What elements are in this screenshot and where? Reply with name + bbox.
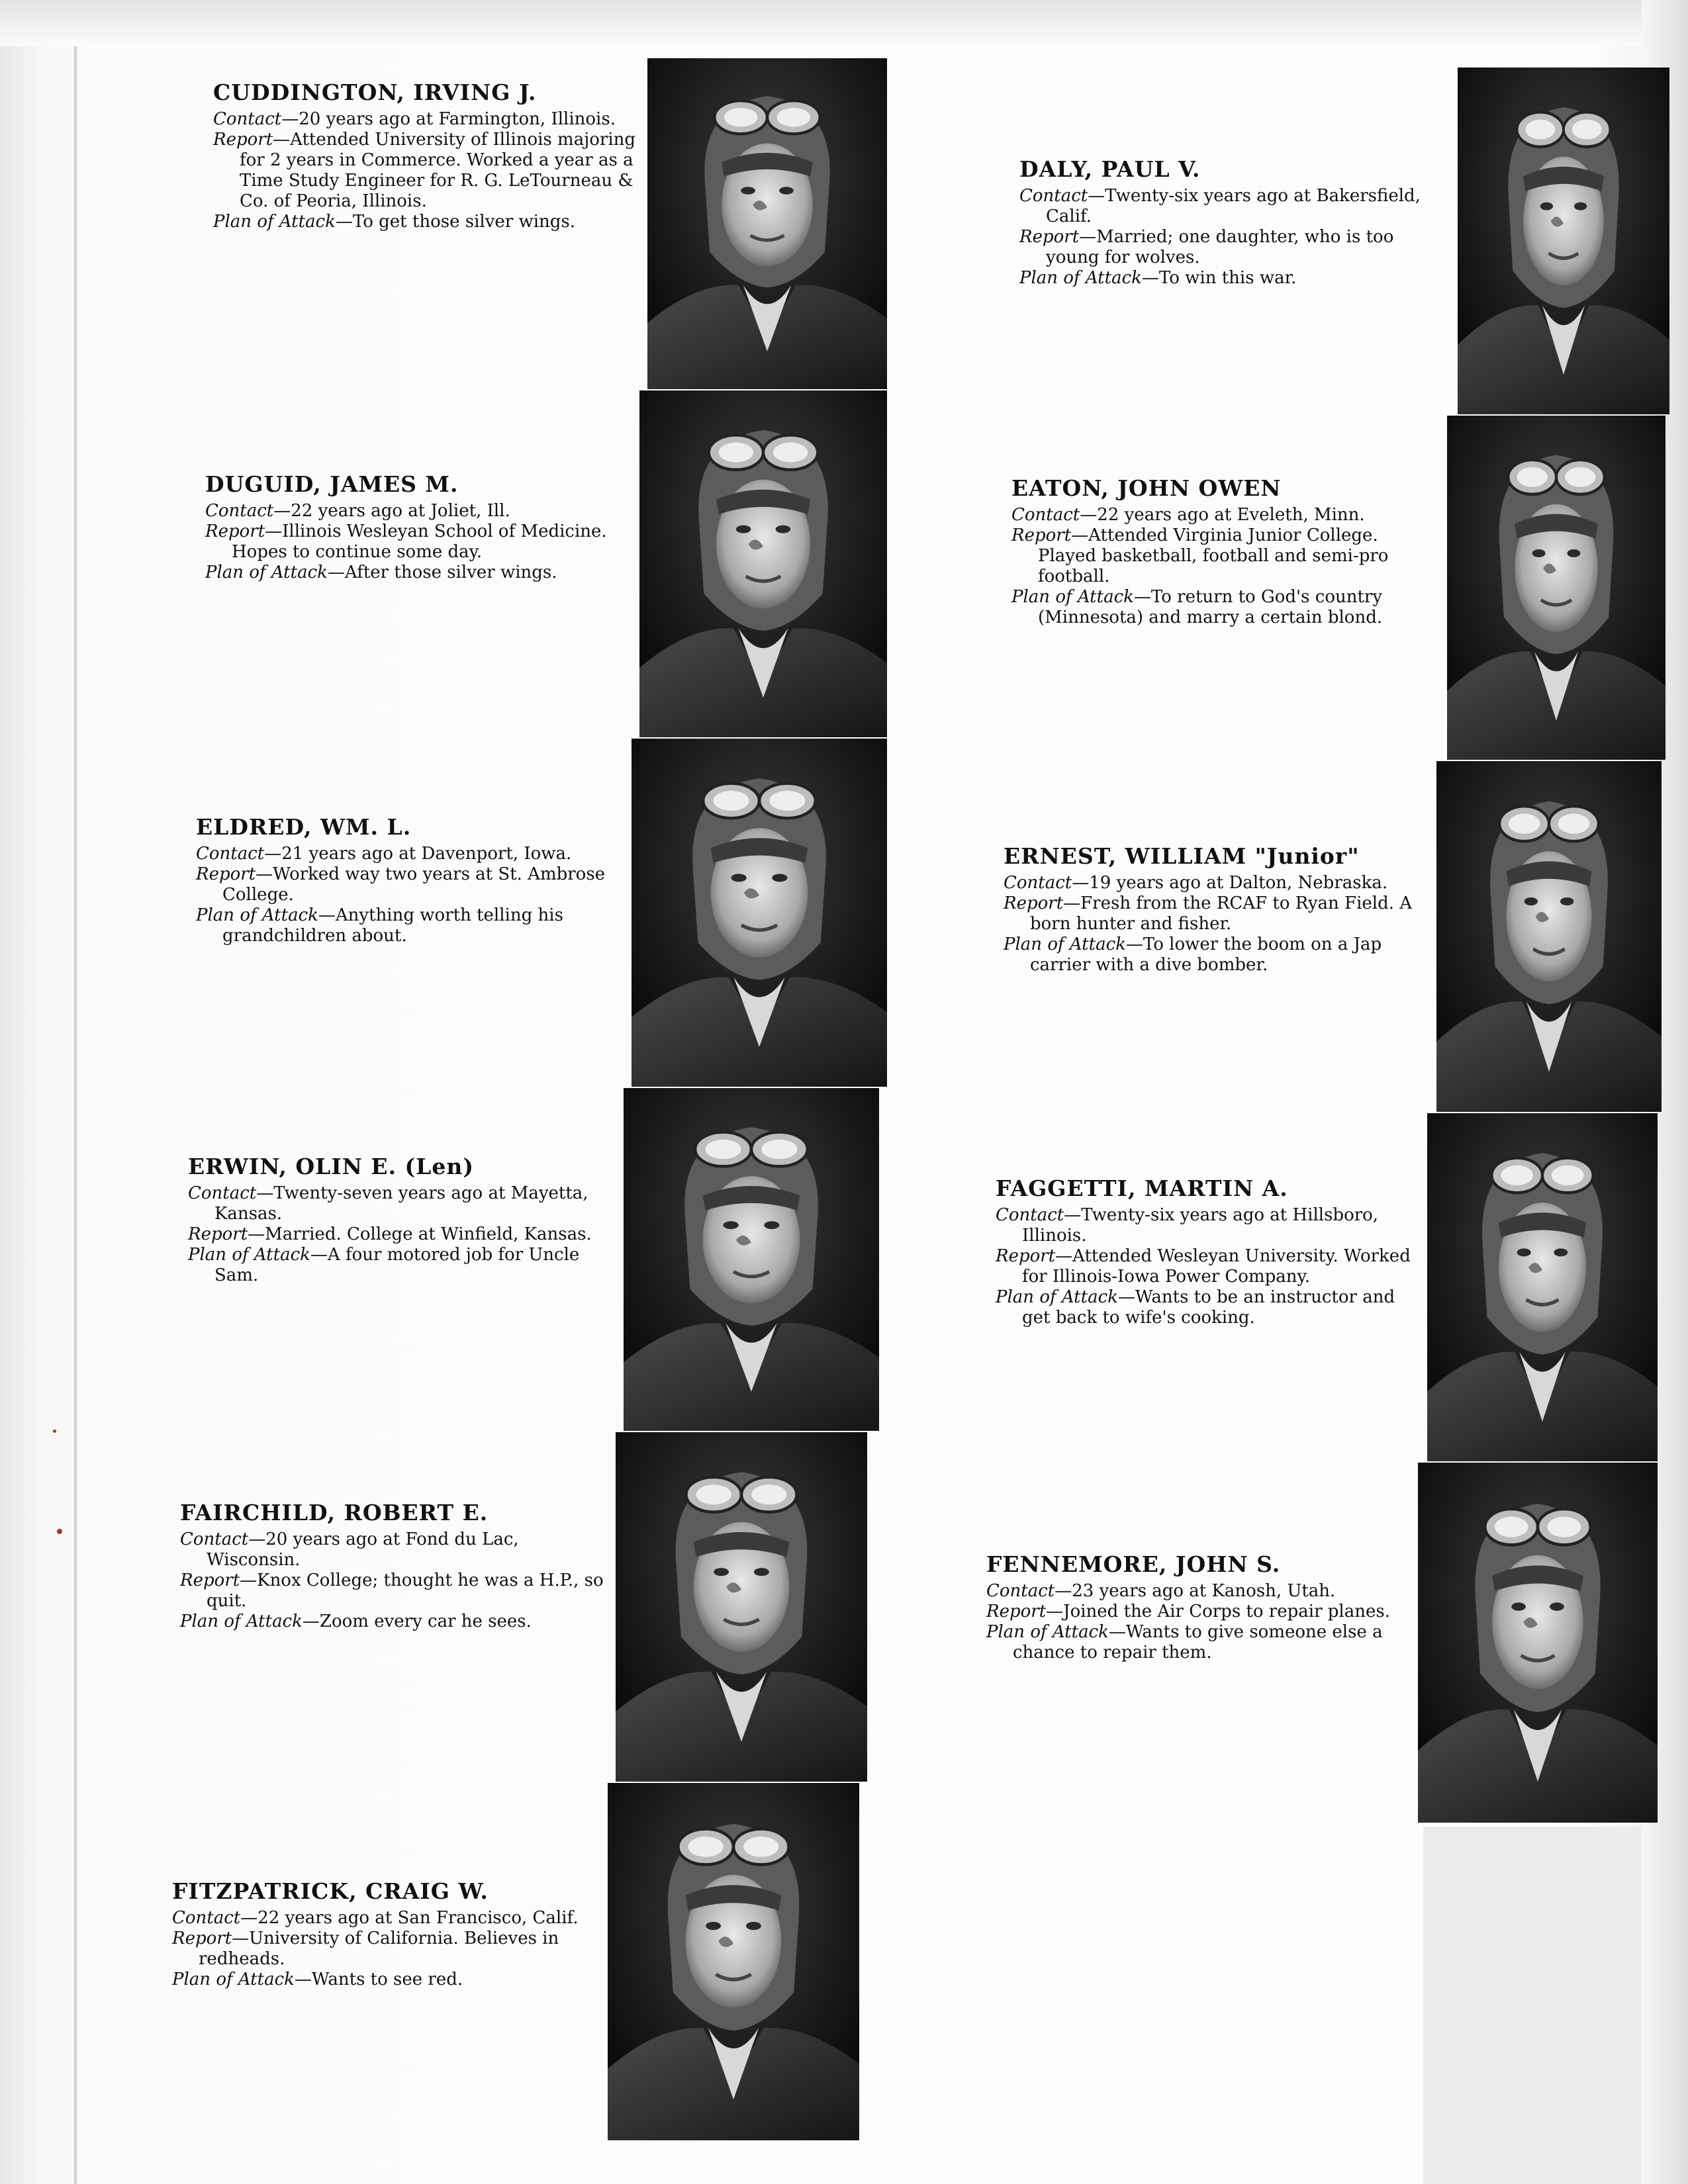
- report-label: Report: [1004, 893, 1064, 913]
- report-label: Report: [188, 1224, 248, 1244]
- plan-text: —Wants to see red.: [294, 1970, 463, 1989]
- contact-label: Contact: [986, 1581, 1055, 1601]
- cadet-portrait-photo: [1427, 1113, 1658, 1461]
- contact-text: —20 years ago at Farmington, Illinois.: [281, 109, 616, 129]
- plan-text: —To win this war.: [1141, 268, 1297, 288]
- report-label: Report: [196, 864, 256, 884]
- contact-label: Contact: [1011, 505, 1080, 525]
- report-label: Report: [1011, 525, 1072, 545]
- report-label: Report: [205, 522, 265, 541]
- report-line: [196, 864, 620, 905]
- plan-line: [1004, 934, 1427, 976]
- report-text: —University of California. Believes in redheads.: [199, 1929, 559, 1969]
- plan-label: Plan of Attack: [205, 563, 328, 582]
- report-label: Report: [213, 130, 273, 150]
- report-label: Report: [996, 1246, 1056, 1266]
- report-line: [1011, 525, 1435, 587]
- contact-label: Contact: [180, 1529, 249, 1549]
- report-line: [180, 1570, 604, 1612]
- cadet-entry: [172, 1878, 596, 1990]
- plan-line: [213, 212, 637, 232]
- cadet-name: ERNEST, WILLIAM "Junior": [1004, 843, 1360, 869]
- report-text: —Worked way two years at St. Ambrose College.: [222, 864, 606, 905]
- cadet-entry: [205, 471, 629, 583]
- contact-line: [188, 1183, 612, 1224]
- report-line: [996, 1246, 1419, 1287]
- plan-text: —Anything worth telling his grandchildren about.: [222, 905, 563, 946]
- page-top-shadow: [0, 0, 1688, 46]
- report-label: Report: [172, 1929, 232, 1948]
- plan-label: Plan of Attack: [1019, 268, 1142, 288]
- cadet-name: ELDRED, WM. L.: [196, 814, 412, 840]
- contact-line: [213, 109, 637, 130]
- plan-label: Plan of Attack: [188, 1245, 310, 1265]
- cadet-entry: [180, 1500, 604, 1632]
- binding-fold: [74, 46, 77, 2184]
- report-label: Report: [180, 1570, 240, 1590]
- report-line: [986, 1602, 1410, 1622]
- cadet-entry: [1011, 475, 1435, 628]
- contact-line: [205, 501, 629, 522]
- plan-line: [1011, 587, 1435, 628]
- report-line: [205, 522, 629, 563]
- cadet-portrait-photo: [647, 58, 887, 389]
- cadet-entry: [188, 1154, 612, 1286]
- page-stain: [53, 1430, 56, 1433]
- plan-label: Plan of Attack: [213, 212, 336, 232]
- report-text: —Married. College at Winfield, Kansas.: [248, 1224, 592, 1244]
- cadet-entry: [1019, 156, 1443, 289]
- report-text: —Joined the Air Corps to repair planes.: [1046, 1602, 1390, 1621]
- contact-text: —21 years ago at Davenport, Iowa.: [264, 844, 572, 864]
- cadet-name: CUDDINGTON, IRVING J.: [213, 79, 537, 105]
- report-text: —Attended Virginia Junior College. Played basketball, football and semi-pro football.: [1038, 525, 1389, 586]
- report-text: —Attended University of Illinois majoring for 2 years in Commerce. Worked a year as a Time Study Engineer for R. G. LeTourneau & Co. of Peoria, Illinois.: [240, 130, 636, 211]
- plan-line: [188, 1245, 612, 1286]
- contact-text: —22 years ago at San Francisco, Calif.: [240, 1908, 579, 1928]
- report-text: —Fresh from the RCAF to Ryan Field. A born hunter and fisher.: [1030, 893, 1413, 934]
- contact-label: Contact: [1004, 873, 1072, 893]
- contact-text: —22 years ago at Eveleth, Minn.: [1080, 505, 1365, 525]
- report-text: —Married; one daughter, who is too young for wolves.: [1046, 227, 1394, 267]
- contact-line: [196, 844, 620, 864]
- contact-line: [1011, 505, 1435, 525]
- plan-text: —To get those silver wings.: [335, 212, 576, 232]
- cadet-name: FITZPATRICK, CRAIG W.: [172, 1878, 489, 1904]
- contact-label: Contact: [213, 109, 282, 129]
- plan-label: Plan of Attack: [996, 1287, 1118, 1307]
- plan-line: [1019, 268, 1443, 289]
- cadet-portrait-photo: [608, 1783, 859, 2140]
- plan-line: [996, 1287, 1419, 1328]
- contact-label: Contact: [188, 1183, 257, 1203]
- report-line: [213, 130, 637, 212]
- cadet-entry: [213, 79, 637, 232]
- plan-label: Plan of Attack: [1004, 934, 1126, 954]
- contact-label: Contact: [996, 1205, 1064, 1225]
- contact-label: Contact: [196, 844, 265, 864]
- contact-text: —19 years ago at Dalton, Nebraska.: [1072, 873, 1388, 893]
- cadet-entry: [986, 1551, 1410, 1663]
- plan-line: [180, 1612, 604, 1632]
- contact-label: Contact: [205, 501, 274, 521]
- contact-line: [172, 1908, 596, 1929]
- plan-text: —Wants to give someone else a chance to repair them.: [1013, 1622, 1383, 1662]
- report-text: —Knox College; thought he was a H.P., so quit.: [207, 1570, 604, 1611]
- report-label: Report: [986, 1602, 1047, 1621]
- contact-label: Contact: [172, 1908, 241, 1928]
- cadet-portrait-photo: [616, 1432, 867, 1782]
- contact-text: —Twenty-six years ago at Hillsboro, Illinois.: [1022, 1205, 1379, 1246]
- cadet-entry: [196, 814, 620, 946]
- plan-line: [986, 1622, 1410, 1663]
- contact-label: Contact: [1019, 186, 1088, 206]
- cadet-portrait-photo: [1458, 68, 1669, 414]
- cadet-entry: [996, 1175, 1419, 1328]
- report-text: —Attended Wesleyan University. Worked for Illinois-Iowa Power Company.: [1022, 1246, 1411, 1287]
- contact-line: [1019, 186, 1443, 227]
- contact-text: —20 years ago at Fond du Lac, Wisconsin.: [207, 1529, 519, 1570]
- plan-text: —After those silver wings.: [327, 563, 557, 582]
- contact-line: [1004, 873, 1427, 893]
- cadet-portrait-photo: [639, 390, 887, 737]
- cadet-portrait-photo: [632, 739, 887, 1087]
- contact-text: —22 years ago at Joliet, Ill.: [273, 501, 510, 521]
- contact-line: [996, 1205, 1419, 1246]
- cadet-name: EATON, JOHN OWEN: [1011, 475, 1282, 501]
- cadet-portrait-photo: [624, 1088, 879, 1431]
- plan-text: —A four motored job for Uncle Sam.: [214, 1245, 580, 1285]
- cadet-name: FENNEMORE, JOHN S.: [986, 1551, 1281, 1577]
- cadet-name: DALY, PAUL V.: [1019, 156, 1201, 182]
- cadet-name: FAIRCHILD, ROBERT E.: [180, 1500, 489, 1525]
- cadet-entry: [1004, 843, 1427, 976]
- cadet-name: FAGGETTI, MARTIN A.: [996, 1175, 1288, 1201]
- contact-text: —Twenty-six years ago at Bakersfield, Calif.: [1046, 186, 1421, 226]
- cadet-portrait-photo: [1418, 1463, 1658, 1823]
- report-line: [1004, 893, 1427, 934]
- plan-text: —Wants to be an instructor and get back to wife's cooking.: [1022, 1287, 1395, 1328]
- report-line: [1019, 227, 1443, 268]
- plan-text: —To lower the boom on a Jap carrier with a dive bomber.: [1030, 934, 1382, 975]
- plan-text: —To return to God's country (Minnesota) and marry a certain blond.: [1038, 587, 1383, 627]
- report-line: [172, 1929, 596, 1970]
- contact-line: [986, 1581, 1410, 1602]
- plan-label: Plan of Attack: [172, 1970, 295, 1989]
- report-text: —Illinois Wesleyan School of Medicine. Hopes to continue some day.: [232, 522, 607, 562]
- plan-text: —Zoom every car he sees.: [302, 1612, 532, 1631]
- contact-text: —23 years ago at Kanosh, Utah.: [1055, 1581, 1336, 1601]
- page-bottom-corner: [1423, 1827, 1642, 2184]
- cadet-portrait-photo: [1436, 761, 1662, 1112]
- plan-line: [196, 905, 620, 946]
- plan-line: [205, 563, 629, 583]
- plan-label: Plan of Attack: [986, 1622, 1109, 1642]
- plan-label: Plan of Attack: [1011, 587, 1134, 607]
- plan-label: Plan of Attack: [196, 905, 318, 925]
- cadet-portrait-photo: [1447, 416, 1665, 760]
- cadet-name: ERWIN, OLIN E. (Len): [188, 1154, 474, 1179]
- report-line: [188, 1224, 612, 1245]
- page-stain: [57, 1529, 62, 1534]
- contact-text: —Twenty-seven years ago at Mayetta, Kansas.: [214, 1183, 588, 1224]
- plan-line: [172, 1970, 596, 1990]
- plan-label: Plan of Attack: [180, 1612, 303, 1631]
- contact-line: [180, 1529, 604, 1570]
- report-label: Report: [1019, 227, 1080, 247]
- cadet-name: DUGUID, JAMES M.: [205, 471, 459, 497]
